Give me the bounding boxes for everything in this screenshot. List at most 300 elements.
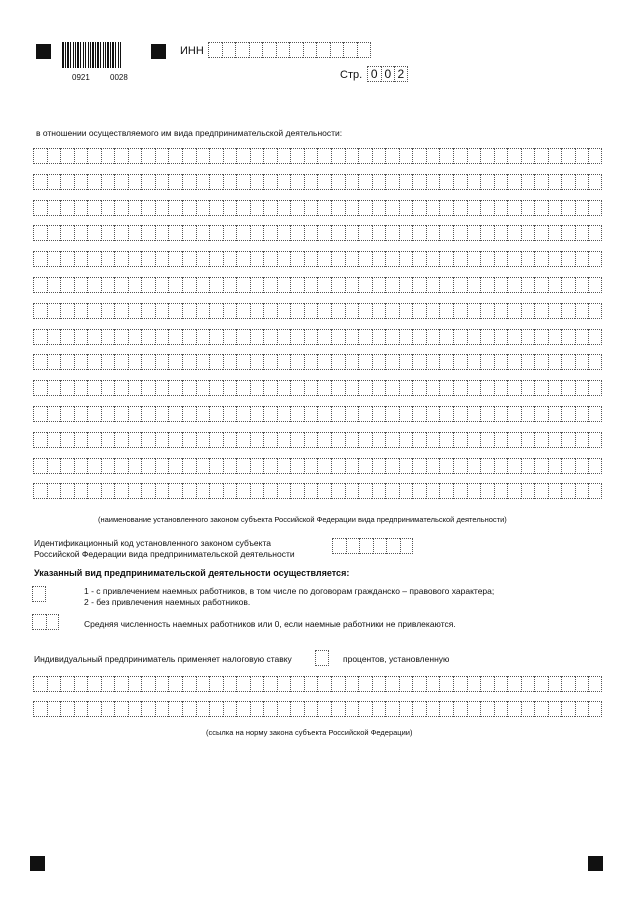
input-cell[interactable]: [548, 148, 562, 164]
input-cell[interactable]: [345, 380, 359, 396]
input-cell[interactable]: [575, 483, 589, 499]
input-cell[interactable]: [290, 174, 304, 190]
input-cell[interactable]: [426, 432, 440, 448]
input-cell[interactable]: [345, 483, 359, 499]
input-cell[interactable]: [196, 148, 210, 164]
input-cell[interactable]: [196, 380, 210, 396]
input-cell[interactable]: [561, 225, 575, 241]
input-cell[interactable]: [548, 277, 562, 293]
input-cell[interactable]: [521, 432, 535, 448]
input-cell[interactable]: [223, 148, 237, 164]
input-cell[interactable]: [290, 200, 304, 216]
input-cell[interactable]: [223, 174, 237, 190]
input-cell[interactable]: [412, 148, 426, 164]
input-cell[interactable]: [575, 701, 589, 717]
input-cell[interactable]: [196, 225, 210, 241]
input-cell[interactable]: [236, 354, 250, 370]
input-cell[interactable]: [263, 329, 277, 345]
input-cell[interactable]: [561, 458, 575, 474]
input-cell[interactable]: [358, 458, 372, 474]
input-cell[interactable]: [534, 174, 548, 190]
input-cell[interactable]: [114, 225, 128, 241]
input-cell[interactable]: [575, 174, 589, 190]
input-cell[interactable]: [412, 225, 426, 241]
input-cell[interactable]: [332, 538, 346, 554]
input-cell[interactable]: [331, 432, 345, 448]
input-cell[interactable]: [372, 406, 386, 422]
input-cell[interactable]: [480, 174, 494, 190]
input-cell[interactable]: [46, 614, 60, 630]
input-cell[interactable]: [317, 148, 331, 164]
input-cell[interactable]: [439, 200, 453, 216]
input-cell[interactable]: [128, 676, 142, 692]
input-cell[interactable]: [168, 676, 182, 692]
input-cell[interactable]: [128, 432, 142, 448]
input-cell[interactable]: [345, 200, 359, 216]
input-cell[interactable]: [304, 277, 318, 293]
input-cell[interactable]: [182, 432, 196, 448]
input-cell[interactable]: [521, 277, 535, 293]
input-cell[interactable]: [60, 354, 74, 370]
input-cell[interactable]: [223, 701, 237, 717]
input-cell[interactable]: [47, 432, 61, 448]
input-cell[interactable]: [358, 432, 372, 448]
input-cell[interactable]: [250, 354, 264, 370]
input-cell[interactable]: [209, 329, 223, 345]
input-cell[interactable]: [141, 406, 155, 422]
input-cell[interactable]: [33, 380, 47, 396]
input-cell[interactable]: [209, 354, 223, 370]
input-cell[interactable]: [575, 303, 589, 319]
input-cell[interactable]: [507, 483, 521, 499]
input-cell[interactable]: [480, 303, 494, 319]
input-cell[interactable]: [507, 174, 521, 190]
input-cell[interactable]: [561, 303, 575, 319]
input-cell[interactable]: [74, 251, 88, 267]
input-cell[interactable]: [575, 329, 589, 345]
input-cell[interactable]: [263, 406, 277, 422]
input-cell[interactable]: [236, 225, 250, 241]
input-cell[interactable]: [277, 701, 291, 717]
input-cell[interactable]: [155, 354, 169, 370]
input-cell[interactable]: [155, 676, 169, 692]
input-cell[interactable]: [209, 432, 223, 448]
input-cell[interactable]: [60, 483, 74, 499]
input-cell[interactable]: [74, 303, 88, 319]
input-cell[interactable]: [182, 174, 196, 190]
input-cell[interactable]: [101, 174, 115, 190]
input-cell[interactable]: [236, 174, 250, 190]
input-cell[interactable]: [47, 406, 61, 422]
input-cell[interactable]: [507, 303, 521, 319]
input-cell[interactable]: [561, 483, 575, 499]
input-cell[interactable]: [358, 251, 372, 267]
input-cell[interactable]: [426, 701, 440, 717]
input-cell[interactable]: [426, 483, 440, 499]
input-cell[interactable]: [534, 329, 548, 345]
input-cell[interactable]: [467, 380, 481, 396]
input-cell[interactable]: [47, 225, 61, 241]
input-cell[interactable]: [263, 174, 277, 190]
input-cell[interactable]: [480, 406, 494, 422]
input-cell[interactable]: [236, 148, 250, 164]
input-cell[interactable]: [400, 538, 414, 554]
input-cell[interactable]: [47, 174, 61, 190]
input-cell[interactable]: [128, 458, 142, 474]
input-cell[interactable]: [331, 251, 345, 267]
input-cell[interactable]: [209, 458, 223, 474]
input-cell[interactable]: [588, 406, 602, 422]
input-cell[interactable]: [548, 406, 562, 422]
input-cell[interactable]: [575, 354, 589, 370]
input-cell[interactable]: [358, 329, 372, 345]
input-cell[interactable]: [548, 225, 562, 241]
input-cell[interactable]: [358, 225, 372, 241]
input-cell[interactable]: [60, 701, 74, 717]
input-cell[interactable]: [236, 406, 250, 422]
input-cell[interactable]: [561, 200, 575, 216]
input-cell[interactable]: [412, 354, 426, 370]
input-cell[interactable]: [235, 42, 249, 58]
input-cell[interactable]: [372, 380, 386, 396]
input-cell[interactable]: [507, 329, 521, 345]
input-cell[interactable]: [399, 225, 413, 241]
input-cell[interactable]: [439, 458, 453, 474]
input-cell[interactable]: [47, 200, 61, 216]
input-cell[interactable]: [534, 225, 548, 241]
input-cell[interactable]: [277, 174, 291, 190]
input-cell[interactable]: [304, 174, 318, 190]
input-cell[interactable]: [290, 225, 304, 241]
input-cell[interactable]: [494, 458, 508, 474]
input-cell[interactable]: [426, 174, 440, 190]
input-cell[interactable]: [467, 701, 481, 717]
input-cell[interactable]: [290, 676, 304, 692]
input-cell[interactable]: [196, 329, 210, 345]
input-cell[interactable]: [453, 251, 467, 267]
input-cell[interactable]: [209, 251, 223, 267]
input-cell[interactable]: [250, 303, 264, 319]
input-cell[interactable]: [521, 701, 535, 717]
input-cell[interactable]: [588, 225, 602, 241]
input-cell[interactable]: [33, 483, 47, 499]
input-cell[interactable]: [250, 225, 264, 241]
input-cell[interactable]: [263, 483, 277, 499]
input-cell[interactable]: [358, 277, 372, 293]
input-cell[interactable]: [317, 432, 331, 448]
input-cell[interactable]: [373, 538, 387, 554]
input-cell[interactable]: [521, 303, 535, 319]
id-code-field[interactable]: [332, 538, 413, 554]
input-cell[interactable]: [439, 354, 453, 370]
input-cell[interactable]: [60, 200, 74, 216]
input-cell[interactable]: [467, 277, 481, 293]
input-cell[interactable]: [250, 329, 264, 345]
input-cell[interactable]: [317, 406, 331, 422]
input-cell[interactable]: [494, 174, 508, 190]
input-cell[interactable]: [236, 676, 250, 692]
input-cell[interactable]: [467, 303, 481, 319]
input-cell[interactable]: [507, 676, 521, 692]
input-cell[interactable]: [33, 303, 47, 319]
input-cell[interactable]: [74, 174, 88, 190]
input-cell[interactable]: [168, 174, 182, 190]
input-cell[interactable]: [114, 329, 128, 345]
input-cell[interactable]: [290, 251, 304, 267]
input-cell[interactable]: [467, 406, 481, 422]
input-cell[interactable]: [277, 458, 291, 474]
input-cell[interactable]: [196, 432, 210, 448]
input-cell[interactable]: [439, 174, 453, 190]
input-cell[interactable]: [575, 200, 589, 216]
input-cell[interactable]: [534, 483, 548, 499]
input-cell[interactable]: [141, 174, 155, 190]
input-cell[interactable]: [588, 329, 602, 345]
input-cell[interactable]: [399, 329, 413, 345]
input-cell[interactable]: [128, 251, 142, 267]
input-cell[interactable]: [494, 701, 508, 717]
grid-row[interactable]: [33, 251, 602, 267]
input-cell[interactable]: [345, 458, 359, 474]
input-cell[interactable]: [385, 303, 399, 319]
input-cell[interactable]: [155, 225, 169, 241]
input-cell[interactable]: [223, 251, 237, 267]
input-cell[interactable]: [412, 200, 426, 216]
input-cell[interactable]: [60, 458, 74, 474]
input-cell[interactable]: [548, 303, 562, 319]
input-cell[interactable]: [277, 483, 291, 499]
input-cell[interactable]: [317, 225, 331, 241]
input-cell[interactable]: [60, 148, 74, 164]
input-cell[interactable]: [439, 483, 453, 499]
input-cell[interactable]: [372, 225, 386, 241]
input-cell[interactable]: [331, 200, 345, 216]
input-cell[interactable]: [290, 406, 304, 422]
input-cell[interactable]: [331, 676, 345, 692]
input-cell[interactable]: [439, 225, 453, 241]
input-cell[interactable]: [304, 676, 318, 692]
input-cell[interactable]: [521, 329, 535, 345]
input-cell[interactable]: [33, 329, 47, 345]
input-cell[interactable]: [114, 676, 128, 692]
grid-row[interactable]: [33, 225, 602, 241]
input-cell[interactable]: [345, 251, 359, 267]
input-cell[interactable]: [385, 458, 399, 474]
input-cell[interactable]: [385, 354, 399, 370]
input-cell[interactable]: [196, 458, 210, 474]
input-cell[interactable]: [453, 676, 467, 692]
input-cell[interactable]: [155, 251, 169, 267]
input-cell[interactable]: [317, 277, 331, 293]
input-cell[interactable]: [182, 354, 196, 370]
input-cell[interactable]: [141, 483, 155, 499]
input-cell[interactable]: [277, 303, 291, 319]
input-cell[interactable]: [372, 251, 386, 267]
input-cell[interactable]: [196, 406, 210, 422]
input-cell[interactable]: [399, 432, 413, 448]
input-cell[interactable]: [196, 251, 210, 267]
input-cell[interactable]: [548, 701, 562, 717]
input-cell[interactable]: [534, 676, 548, 692]
input-cell[interactable]: [60, 329, 74, 345]
input-cell[interactable]: [32, 586, 46, 602]
input-cell[interactable]: [101, 329, 115, 345]
grid-row[interactable]: [33, 174, 602, 190]
input-cell[interactable]: [426, 225, 440, 241]
input-cell[interactable]: [87, 200, 101, 216]
input-cell[interactable]: [439, 303, 453, 319]
input-cell[interactable]: [74, 354, 88, 370]
input-cell[interactable]: [209, 676, 223, 692]
input-cell[interactable]: [358, 174, 372, 190]
input-cell[interactable]: [141, 701, 155, 717]
input-cell[interactable]: [276, 42, 290, 58]
input-cell[interactable]: [47, 148, 61, 164]
input-cell[interactable]: [33, 174, 47, 190]
input-cell[interactable]: [507, 277, 521, 293]
input-cell[interactable]: [575, 406, 589, 422]
grid-row[interactable]: [33, 329, 602, 345]
input-cell[interactable]: [507, 148, 521, 164]
input-cell[interactable]: [304, 148, 318, 164]
input-cell[interactable]: [412, 458, 426, 474]
input-cell[interactable]: [453, 148, 467, 164]
input-cell[interactable]: [250, 251, 264, 267]
input-cell[interactable]: [426, 329, 440, 345]
input-cell[interactable]: [155, 303, 169, 319]
input-cell[interactable]: [521, 406, 535, 422]
input-cell[interactable]: [467, 251, 481, 267]
input-cell[interactable]: [358, 303, 372, 319]
input-cell[interactable]: [480, 458, 494, 474]
input-cell[interactable]: [494, 380, 508, 396]
input-cell[interactable]: [317, 303, 331, 319]
input-cell[interactable]: [439, 676, 453, 692]
input-cell[interactable]: [507, 406, 521, 422]
input-cell[interactable]: [250, 406, 264, 422]
input-cell[interactable]: [60, 277, 74, 293]
input-cell[interactable]: [263, 200, 277, 216]
input-cell[interactable]: [588, 148, 602, 164]
input-cell[interactable]: [343, 42, 357, 58]
input-cell[interactable]: [168, 251, 182, 267]
input-cell[interactable]: [385, 251, 399, 267]
input-cell[interactable]: [209, 200, 223, 216]
input-cell[interactable]: [263, 277, 277, 293]
input-cell[interactable]: [331, 458, 345, 474]
input-cell[interactable]: [209, 303, 223, 319]
employment-type-field[interactable]: [32, 586, 46, 602]
input-cell[interactable]: [87, 458, 101, 474]
input-cell[interactable]: [385, 483, 399, 499]
input-cell[interactable]: [480, 225, 494, 241]
input-cell[interactable]: [101, 406, 115, 422]
input-cell[interactable]: [250, 676, 264, 692]
input-cell[interactable]: [575, 148, 589, 164]
tax-rate-field[interactable]: [315, 650, 329, 666]
input-cell[interactable]: [47, 251, 61, 267]
input-cell[interactable]: [494, 251, 508, 267]
input-cell[interactable]: [399, 251, 413, 267]
input-cell[interactable]: [87, 329, 101, 345]
input-cell[interactable]: [345, 148, 359, 164]
input-cell[interactable]: [453, 200, 467, 216]
input-cell[interactable]: [223, 277, 237, 293]
input-cell[interactable]: [155, 329, 169, 345]
input-cell[interactable]: [74, 458, 88, 474]
input-cell[interactable]: [534, 406, 548, 422]
input-cell[interactable]: [33, 251, 47, 267]
input-cell[interactable]: [399, 483, 413, 499]
input-cell[interactable]: [399, 701, 413, 717]
input-cell[interactable]: [588, 676, 602, 692]
input-cell[interactable]: [453, 303, 467, 319]
input-cell[interactable]: [290, 148, 304, 164]
input-cell[interactable]: [372, 701, 386, 717]
input-cell[interactable]: [250, 174, 264, 190]
input-cell[interactable]: [209, 406, 223, 422]
input-cell[interactable]: [494, 676, 508, 692]
input-cell[interactable]: [534, 380, 548, 396]
input-cell[interactable]: [399, 277, 413, 293]
input-cell[interactable]: [223, 432, 237, 448]
input-cell[interactable]: [534, 251, 548, 267]
input-cell[interactable]: [87, 432, 101, 448]
input-cell[interactable]: [141, 148, 155, 164]
input-cell[interactable]: [277, 225, 291, 241]
grid-row[interactable]: [33, 303, 602, 319]
input-cell[interactable]: [358, 701, 372, 717]
input-cell[interactable]: [399, 676, 413, 692]
input-cell[interactable]: [168, 458, 182, 474]
input-cell[interactable]: [426, 303, 440, 319]
input-cell[interactable]: [155, 200, 169, 216]
input-cell[interactable]: [60, 251, 74, 267]
input-cell[interactable]: [87, 676, 101, 692]
input-cell[interactable]: [262, 42, 276, 58]
input-cell[interactable]: [548, 432, 562, 448]
input-cell[interactable]: [372, 329, 386, 345]
input-cell[interactable]: [426, 251, 440, 267]
input-cell[interactable]: [561, 354, 575, 370]
grid-row[interactable]: [33, 432, 602, 448]
input-cell[interactable]: [439, 148, 453, 164]
input-cell[interactable]: [317, 483, 331, 499]
input-cell[interactable]: [521, 148, 535, 164]
input-cell[interactable]: [155, 458, 169, 474]
input-cell[interactable]: [250, 277, 264, 293]
input-cell[interactable]: [182, 380, 196, 396]
input-cell[interactable]: [128, 406, 142, 422]
input-cell[interactable]: [480, 251, 494, 267]
input-cell[interactable]: [330, 42, 344, 58]
input-cell[interactable]: [345, 676, 359, 692]
input-cell[interactable]: [453, 174, 467, 190]
input-cell[interactable]: [399, 406, 413, 422]
input-cell[interactable]: [372, 458, 386, 474]
input-cell[interactable]: [385, 225, 399, 241]
input-cell[interactable]: [155, 380, 169, 396]
input-cell[interactable]: [304, 251, 318, 267]
input-cell[interactable]: [480, 200, 494, 216]
input-cell[interactable]: [412, 701, 426, 717]
input-cell[interactable]: [33, 277, 47, 293]
input-cell[interactable]: [277, 406, 291, 422]
input-cell[interactable]: [588, 303, 602, 319]
input-cell[interactable]: [101, 458, 115, 474]
input-cell[interactable]: [372, 303, 386, 319]
input-cell[interactable]: [236, 251, 250, 267]
